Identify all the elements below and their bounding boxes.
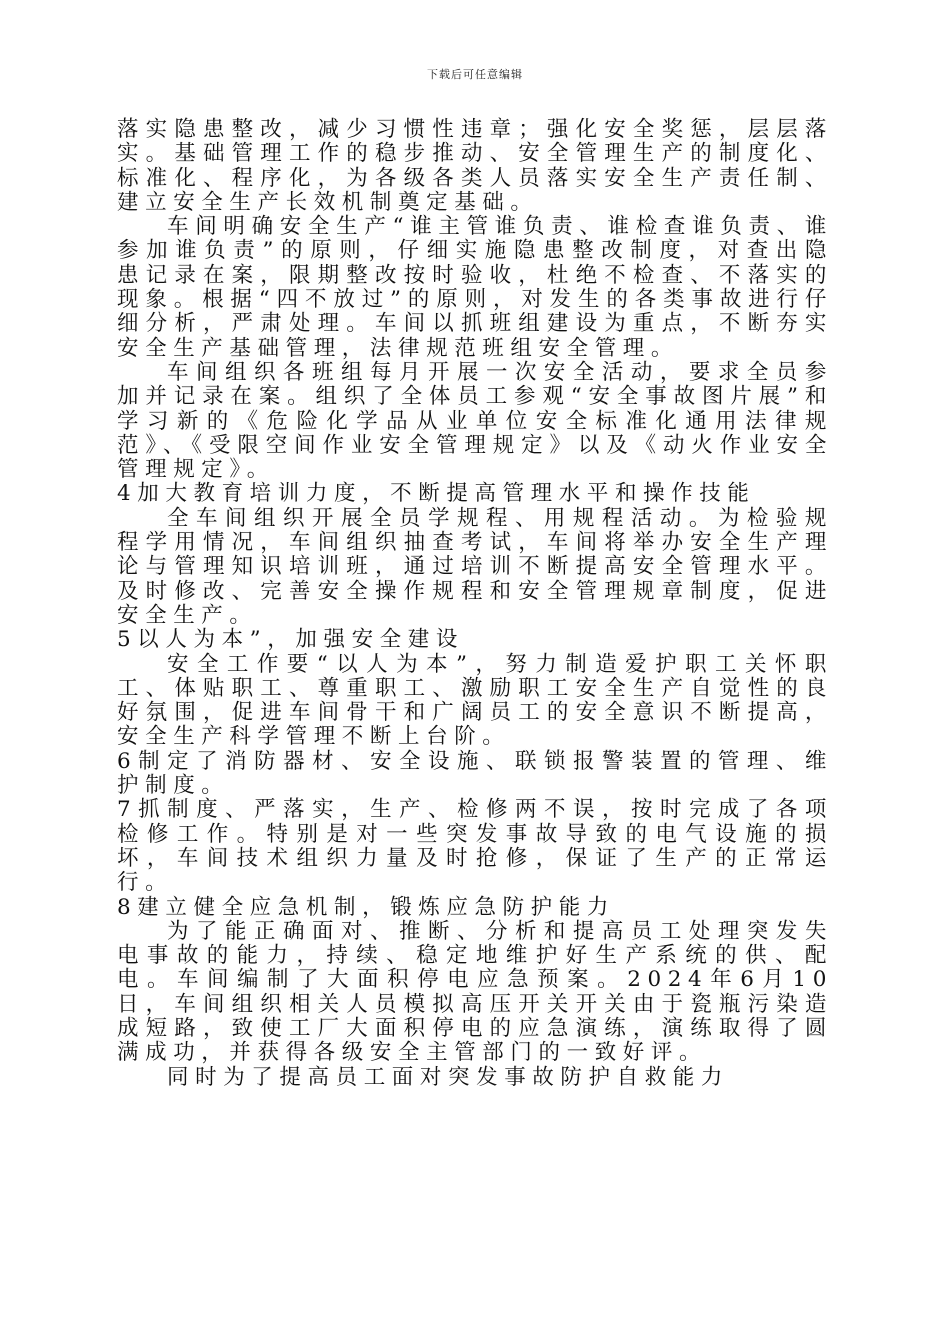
section-heading-8: 8建立健全应急机制，锻炼应急防护能力 <box>117 894 615 920</box>
paragraph-3: 车间组织各班组每月开展一次安全活动，要求全员参加并记录在案。组织了全体员工参观“安全事故图片展”和学习新的《危险化学品从业单位安全标准化通用法律规范》、《受限空间作业安全管理规定》以及《动火作业安全管理规定》。 <box>117 359 833 483</box>
section-heading-4: 4加大教育培训力度，不断提高管理水平和操作技能 <box>117 481 756 507</box>
page-header: 下载后可任意编辑 <box>427 68 523 81</box>
section-heading-7: 7抓制度、严落实，生产、检修两不误，按时完成了各项检修工作。特别是对一些突发事故导致的电气设施的损坏，车间技术组织力量及时抢修，保证了生产的正常运行。 <box>117 797 833 896</box>
section-heading-6: 6制定了消防器材、安全设施、联锁报警装置的管理、维护制度。 <box>117 748 833 799</box>
paragraph-1: 落实隐患整改，减少习惯性违章；强化安全奖惩，层层落实。基础管理工作的稳步推动、安全管理生产的制度化、标准化、程序化，为各级各类人员落实安全生产责任制、建立安全生产长效机制奠定基础。 <box>117 117 833 215</box>
document-body <box>117 118 833 1090</box>
section-heading-5: 5以人为本”，加强安全建设 <box>117 627 464 653</box>
paragraph-5: 全车间组织开展全员学规程、用规程活动。为检验规程学用情况，车间组织抽查考试，车间将举办安全生产理论与管理知识培训班，通过培训不断提高安全管理水平。及时修改、完善安全操作规程和安全管理规章制度，促进安全生产。 <box>117 505 833 628</box>
paragraph-7: 安全工作要“以人为本”，努力制造爱护职工关怀职工、体贴职工、尊重职工、激励职工安全生产自觉性的良好氛围，促进车间骨干和广阔员工的安全意识不断提高，安全生产科学管理不断上台阶。 <box>117 651 833 750</box>
paragraph-2: 车间明确安全生产“谁主管谁负责、谁检查谁负责、谁参加谁负责”的原则，仔细实施隐患整改制度，对查出隐患记录在案，限期整改按时验收，杜绝不检查、不落实的现象。根据“四不放过”的原则，对发生的各类事故进行仔细分析，严肃处理。车间以抓班组建设为重点，不断夯实安全生产基础管理，法律规范班组安全管理。 <box>117 214 833 361</box>
paragraph-12: 同时为了提高员工面对突发事故防护自救能力 <box>167 1064 730 1090</box>
paragraph-11: 为了能正确面对、推断、分析和提高员工处理突发失电事故的能力，持续、稳定地维护好生产系统的供、配电。车间编制了大面积停电应急预案。2024年6月10日，车间组织相关人员模拟高压开关开关由于瓷瓶污染造成短路，致使工厂大面积停电的应急演练，演练取得了圆满成功，并获得各级安全主管部门的一致好评。 <box>117 918 833 1066</box>
